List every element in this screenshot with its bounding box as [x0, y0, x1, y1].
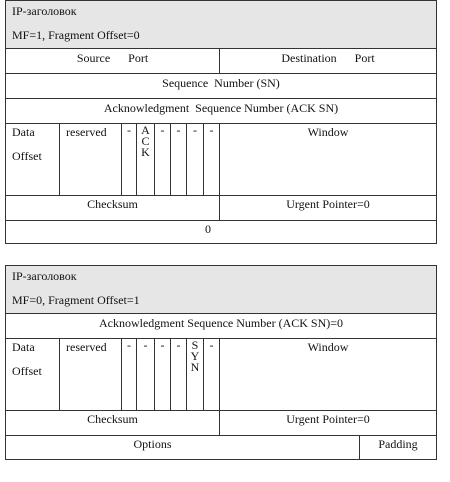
flag-cell — [171, 124, 187, 195]
flag-label: - — [176, 338, 181, 352]
flag-cell — [204, 339, 220, 410]
flag-cell — [155, 339, 171, 410]
window-cell — [220, 124, 436, 195]
ip-header-flags: MF=1, Fragment Offset=0 — [12, 28, 140, 42]
data-value: 0 — [205, 222, 211, 236]
source-port-cell — [6, 49, 220, 73]
packet-1-diagram — [5, 0, 437, 244]
data-offset-cell — [6, 124, 60, 195]
flag-label: - — [160, 123, 165, 137]
data-offset-cell — [6, 339, 60, 410]
data-offset-label-line2: Offset — [12, 149, 42, 163]
window-label: Window — [307, 340, 349, 354]
packet-2-diagram — [5, 265, 437, 460]
flag-label: - — [193, 123, 197, 137]
ack-number-row — [6, 314, 436, 339]
checksum-label: Checksum — [87, 412, 138, 426]
checksum-cell — [6, 411, 220, 435]
flag-cell — [187, 124, 204, 195]
urgent-pointer-cell — [220, 411, 436, 435]
data-offset-label-line1: Data — [12, 125, 35, 139]
padding-label: Padding — [378, 437, 418, 451]
flag-label: - — [209, 123, 214, 137]
flag-cell — [122, 339, 137, 410]
ip-header-block — [6, 266, 436, 314]
options-label: Options — [133, 437, 172, 451]
flag-label: - — [160, 338, 165, 352]
padding-cell — [360, 436, 436, 459]
options-padding-row — [6, 436, 436, 459]
sequence-number-row — [6, 74, 436, 99]
ack-number-label: Acknowledgment Sequence Number (ACK SN)=0 — [98, 316, 344, 330]
offset-flags-window-row — [6, 339, 436, 411]
window-cell — [220, 339, 436, 410]
flag-cell-ack — [137, 124, 155, 195]
data-offset-label-line1: Data — [12, 340, 35, 354]
flag-label: - — [127, 123, 131, 137]
urgent-pointer-label: Urgent Pointer=0 — [286, 412, 370, 426]
flag-cell — [204, 124, 220, 195]
checksum-cell — [6, 196, 220, 220]
flag-label: - — [143, 338, 148, 352]
source-port-label: Source Port — [76, 51, 149, 65]
syn-flag-label: S Y N — [190, 338, 200, 374]
checksum-urgent-row — [6, 411, 436, 436]
flag-cell-syn — [187, 339, 204, 410]
options-cell — [6, 436, 360, 459]
ack-flag-label: A C K — [141, 123, 150, 159]
ip-header-title: IP-заголовок — [12, 4, 77, 18]
checksum-label: Checksum — [87, 197, 138, 211]
flag-cell — [137, 339, 155, 410]
destination-port-label: Destination Port — [281, 51, 375, 65]
window-label: Window — [307, 125, 349, 139]
ip-header-flags: MF=0, Fragment Offset=1 — [12, 293, 140, 307]
data-row — [6, 221, 436, 243]
reserved-label: reserved — [66, 125, 107, 139]
urgent-pointer-cell — [220, 196, 436, 220]
sequence-number-label: Sequence Number (SN) — [162, 76, 280, 90]
flag-cell — [155, 124, 171, 195]
ack-number-row — [6, 99, 436, 124]
flag-cell — [122, 124, 137, 195]
destination-port-cell — [220, 49, 436, 73]
flag-label: - — [209, 338, 214, 352]
ports-row — [6, 49, 436, 74]
flag-label: - — [176, 123, 181, 137]
offset-flags-window-row — [6, 124, 436, 196]
flag-cell — [171, 339, 187, 410]
ip-header-title: IP-заголовок — [12, 269, 77, 283]
flag-label: - — [127, 338, 131, 352]
ack-number-label: Acknowledgment Sequence Number (ACK SN) — [103, 101, 339, 115]
reserved-cell — [60, 339, 122, 410]
urgent-pointer-label: Urgent Pointer=0 — [286, 197, 370, 211]
reserved-cell — [60, 124, 122, 195]
reserved-label: reserved — [66, 340, 107, 354]
checksum-urgent-row — [6, 196, 436, 221]
data-offset-label-line2: Offset — [12, 364, 42, 378]
ip-header-block — [6, 1, 436, 49]
